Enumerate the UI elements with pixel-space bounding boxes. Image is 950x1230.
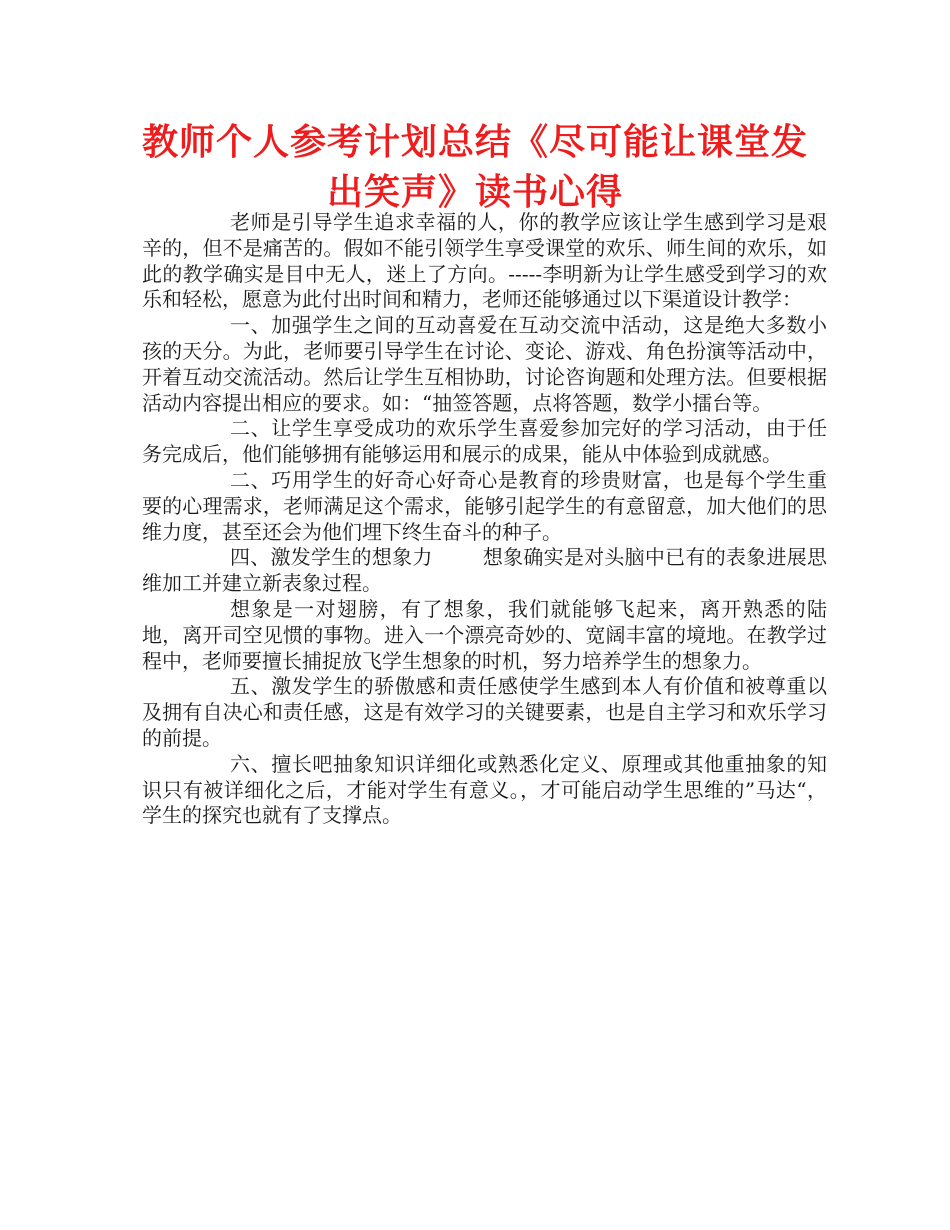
paragraph-two: 二、让学生享受成功的欢乐学生喜爱参加完好的学习活动，由于任务完成后，他们能够拥有能够运用和展示的成果，能从中体验到成就感。 [142, 416, 827, 467]
document-body [142, 210, 827, 829]
paragraph-one: 一、加强学生之间的互动喜爱在互动交流中活动，这是绝大多数小孩的天分。为此，老师要引导学生在讨论、变论、游戏、角色扮演等活动中，开着互动交流活动。然后让学生互相协助，讨论咨询题和处理方法。但要根据活动内容提出相应的要求。如：“抽签答题，点将答题，数学小擂台等。 [142, 313, 827, 415]
paragraph-five: 五、激发学生的骄傲感和责任感使学生感到本人有价值和被尊重以及拥有自决心和责任感，这是有效学习的关键要素，也是自主学习和欢乐学习的前提。 [142, 674, 827, 750]
document-title: 教师个人参考计划总结《尽可能让课堂发出笑声》读书心得 [141, 122, 808, 213]
section-four-text: 想象确实是对头脑中已有的表象进展思维加工并建立新表象过程。 [142, 545, 828, 596]
paragraph-six: 六、擅长吧抽象知识详细化或熟悉化定义、原理或其他重抽象的知识只有被详细化之后，才能对学生有意义。，才可能启动学生思维的”马达“，学生的探究也就有了支撑点。 [142, 751, 827, 828]
paragraph-four [142, 545, 827, 597]
paragraph-three: 二、巧用学生的好奇心好奇心是教育的珍贵财富，也是每个学生重要的心理需求，老师满足这个需求，能够引起学生的有意留意，加大他们的思维力度，甚至还会为他们埋下终生奋斗的种子。 [142, 467, 827, 544]
paragraph-imagination: 想象是一对翅膀，有了想象，我们就能够飞起来，离开熟悉的陆地，离开司空见惯的事物。进入一个漂亮奇妙的、宽阔丰富的境地。在教学过程中，老师要擅长捕捉放飞学生想象的时机，努力培养学生的想象力。 [142, 596, 827, 673]
section-four-heading: 四、激发学生的想象力 [230, 545, 433, 570]
paragraph-intro: 老师是引导学生追求幸福的人，你的教学应该让学生感到学习是艰辛的，但不是痛苦的。假如不能引领学生享受课堂的欢乐、师生间的欢乐，如此的教学确实是目中无人，迷上了方向。-----李明新为让学生感受到学习的欢乐和轻松，愿意为此付出时间和精力，老师还能够通过以下渠道设计教学： [142, 210, 827, 312]
